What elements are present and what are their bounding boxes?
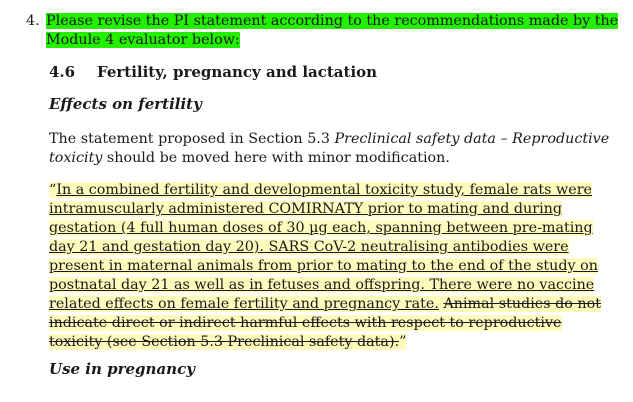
quote-close-mark: ” [399,334,407,350]
quote-open-mark: “ [49,182,57,198]
section-title: Fertility, pregnancy and lactation [97,63,378,81]
item-number: 4. [26,13,40,29]
intro-italic-reference: Preclinical safety data – Reproductive toxicity [49,131,610,166]
intro-text-b: should be moved here with minor modification. [102,150,450,166]
section-number: 4.6 [49,63,76,81]
inserted-text: In a combined fertility and developmental toxicity study, female rats were intramuscularly administered COMIRNATY prior to mating and during gestation (4 full human doses of 30 µg each, spanning between pre-mating day 21 and gestation day 20). SARS CoV-2 neutralising antibodies were present in maternal animals from prior to mating to the end of the study on postnatal day 21 as well as in fetuses and offspring. There were no vaccine related effects on female fertility and pregnancy rate. [49,182,598,312]
intro-text-a: The statement proposed in Section 5.3 [49,131,335,147]
section-heading [49,63,377,81]
fertility-intro-paragraph [49,130,614,168]
proposed-statement-paragraph [49,181,614,352]
deleted-text: Animal studies do not indicate direct or indirect harmful effects with respect to reproductive toxicity (see Section 5.3 Preclinical safety data). [49,296,601,350]
instruction-text: Please revise the PI statement according to the recommendations made by the Module 4 evaluator below: [46,13,619,48]
pregnancy-heading: Use in pregnancy [49,360,195,378]
item-instruction [46,12,626,50]
fertility-heading: Effects on fertility [49,95,202,113]
